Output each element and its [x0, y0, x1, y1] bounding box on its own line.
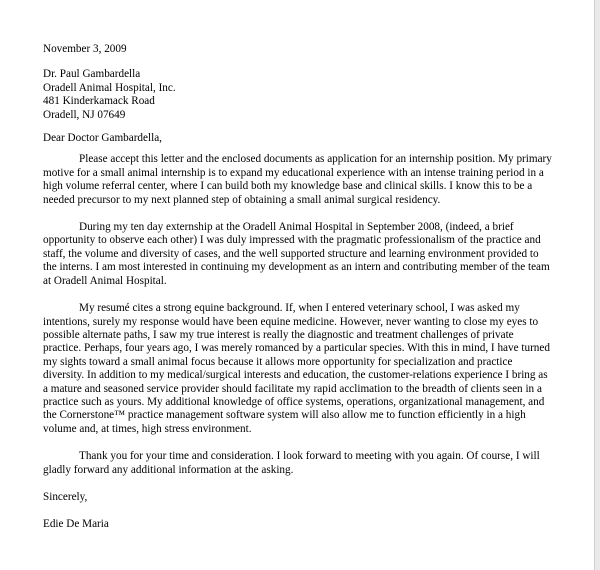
closing: Sincerely, [43, 490, 88, 503]
recipient-organization: Oradell Animal Hospital, Inc. [43, 81, 176, 94]
recipient-address [43, 68, 553, 122]
paragraph-externship: During my ten day externship at the Oradell Animal Hospital in September 2008, (indeed, a brief opportunity to observe each other) I was duly impressed with the pragmatic professionalism of the practice and staff, the volume and diversity of cases, and the well supported structure and learning environment provided to the interns. I am most interested in continuing my development as an intern and contributing member of the team at Oradell Animal Hospital. [43, 221, 550, 287]
recipient-name: Dr. Paul Gambardella [43, 68, 141, 81]
letter-body [43, 43, 553, 532]
recipient-street: 481 Kinderkamack Road [43, 95, 155, 108]
signature-name: Edie De Maria [43, 518, 109, 531]
paragraph-intro: Please accept this letter and the enclosed documents as application for an internship position. My primary motive for a small animal internship is to expand my educational experience with an intense training period in a high volume referral center, where I can build both my knowledge base and clinical skills. I know this to be a needed precursor to my next planned step of obtaining a small animal surgical residency. [43, 153, 552, 206]
paragraph-thanks: Thank you for your time and consideration. I look forward to meeting with you again. Of course, I will gladly forward any additional information at the asking. [43, 450, 540, 476]
paragraph-background: My resumé cites a strong equine background. If, when I entered veterinary school, I was asked my intentions, surely my response would have been equine medicine. However, never wanting to close my eyes to possible alternate paths, I saw my true interest is really the diagnostic and treatment challenges of private practice. Perhaps, four years ago, I was merely romanced by a particular species. With this in mind, I have turned my sights toward a small animal focus because it allows more opportunity for specialization and practice diversity. In addition to my medical/surgical interests and education, the customer-relations experience I bring as a mature and seasoned service provider should facilitate my rapid acclimation to the breadth of clients seen in a practice such as yours. My additional knowledge of office systems, operations, organizational management, and the Cornerstone™ practice management software system will also allow me to function efficiently in a high volume and, at times, high stress environment. [43, 302, 550, 435]
recipient-city-state-zip: Oradell, NJ 07649 [43, 108, 126, 121]
letter-date: November 3, 2009 [43, 43, 127, 55]
salutation: Dear Doctor Gambardella, [43, 132, 162, 145]
